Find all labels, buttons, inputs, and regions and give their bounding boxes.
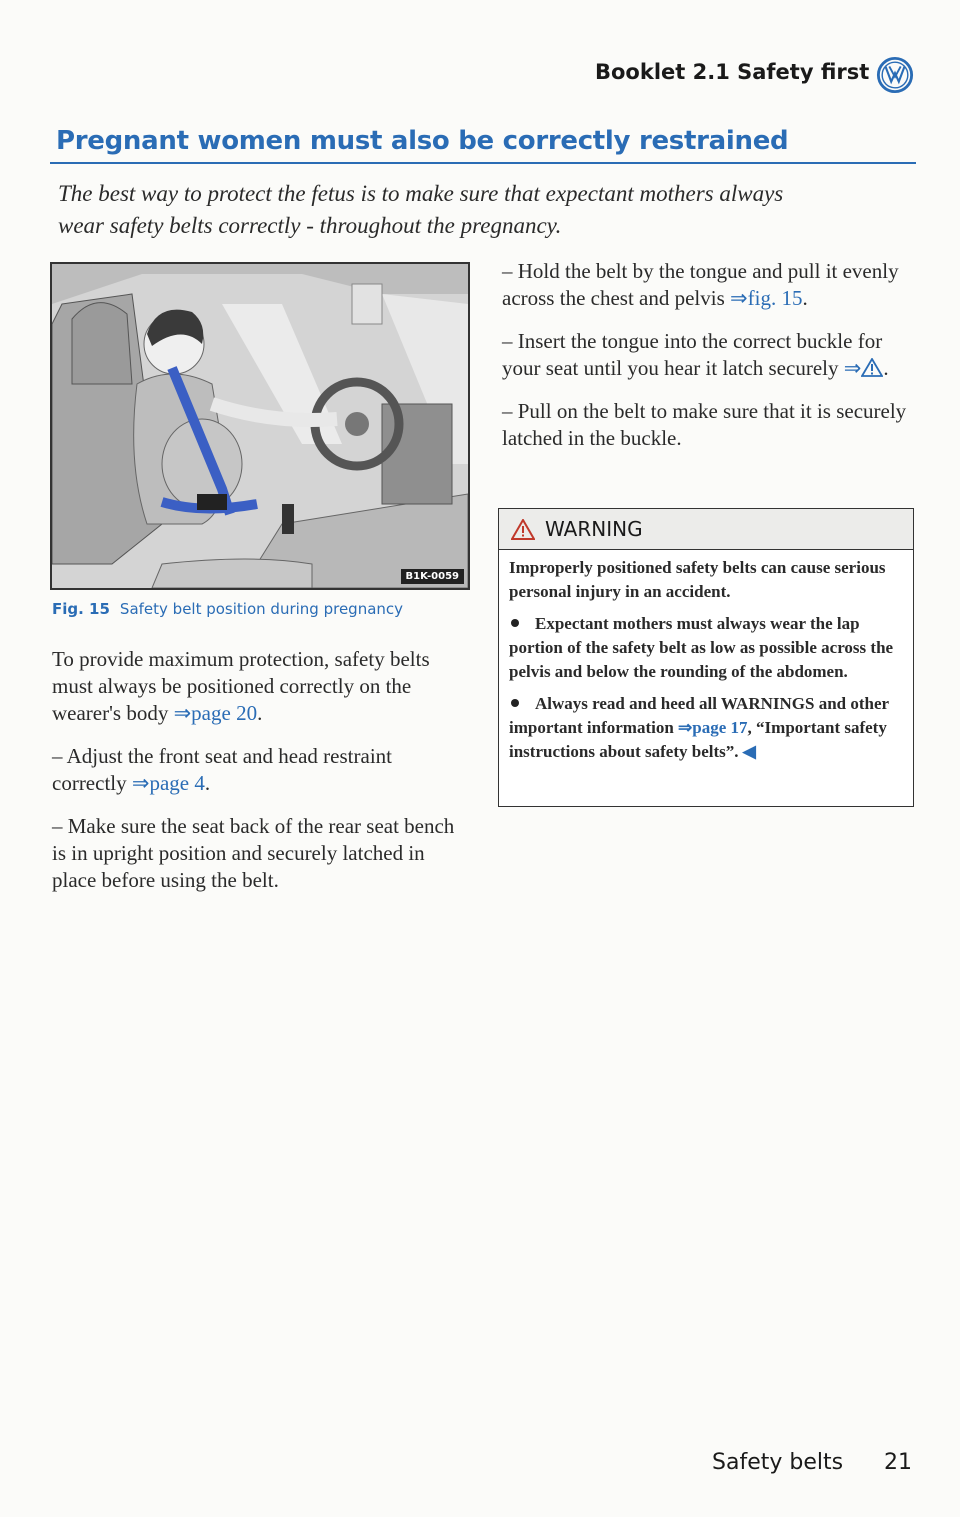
r2-end: . xyxy=(883,356,889,380)
left-column xyxy=(52,646,464,910)
figure-code: B1K-0059 xyxy=(401,569,464,584)
vw-logo-icon xyxy=(876,56,914,94)
page-number: 21 xyxy=(884,1450,912,1475)
footer-section-label: Safety belts xyxy=(712,1450,844,1475)
p1-text: To provide maximum protection, safety belts must always be positioned correctly on the wearer's body xyxy=(52,647,430,725)
figure-pregnant-seatbelt xyxy=(50,262,470,590)
warning-triangle-icon xyxy=(511,519,535,540)
warning-bullet-2 xyxy=(509,692,903,764)
step-hold-belt xyxy=(502,258,918,312)
step-rear-seat: – Make sure the seat back of the rear seat bench is in upright position and securely latched in place before using the belt. xyxy=(52,814,455,892)
bullet-icon xyxy=(511,699,519,707)
section-title: Pregnant women must also be correctly restrained xyxy=(56,126,789,156)
step-adjust-seat xyxy=(52,743,464,797)
warning-triangle-icon xyxy=(861,358,883,377)
link-fig-15[interactable]: ⇒fig. 15 xyxy=(730,286,803,310)
link-warning[interactable] xyxy=(844,356,884,380)
warning-bullet-2-text: Always read and heed all WARNINGS and other important information xyxy=(509,694,889,737)
step-insert-tongue xyxy=(502,328,918,382)
warning-bullet-2-end: , “Important safety instructions about safety belts”. xyxy=(509,718,887,761)
right-column xyxy=(502,258,918,468)
link-page-4[interactable]: ⇒page 4 xyxy=(131,771,205,795)
figure-caption-text: Safety belt position during pregnancy xyxy=(119,600,404,618)
title-divider xyxy=(50,162,916,164)
bullet-icon xyxy=(511,619,519,627)
warning-bullet-1 xyxy=(509,612,903,684)
warning-heading: WARNING xyxy=(545,517,643,541)
warning-body xyxy=(499,550,913,764)
warning-intro: Improperly positioned safety belts can cause serious personal injury in an accident. xyxy=(509,558,886,601)
figure-caption xyxy=(52,600,403,618)
link-warning-arrow: ⇒ xyxy=(843,356,862,380)
intro-line-1: The best way to protect the fetus is to make sure that expectant mothers always xyxy=(58,181,784,206)
warning-bullet-1-text: Expectant mothers must always wear the lap portion of the safety belt as low as possible across the pelvis and below the rounding of the abdomen. xyxy=(509,614,894,681)
figure-illustration xyxy=(52,264,468,588)
section-intro xyxy=(58,178,908,242)
p1-end: . xyxy=(257,701,263,725)
booklet-header: Booklet 2.1 Safety first xyxy=(595,60,870,84)
warning-header xyxy=(499,509,913,550)
figure-number: Fig. 15 xyxy=(52,600,110,618)
r2-text: – Insert the tongue into the correct buckle for your seat until you hear it latch securely xyxy=(502,329,883,380)
link-page-20[interactable]: ⇒page 20 xyxy=(173,701,258,725)
r1-text: – Hold the belt by the tongue and pull it evenly across the chest and pelvis xyxy=(502,259,899,310)
intro-line-2: wear safety belts correctly - throughout the pregnancy. xyxy=(58,213,562,238)
paragraph-protection xyxy=(52,646,464,727)
r1-end: . xyxy=(802,286,808,310)
warning-box xyxy=(498,508,914,807)
p2-text: – Adjust the front seat and head restraint correctly xyxy=(52,744,392,795)
end-of-section-icon: ◀ xyxy=(742,742,756,761)
link-page-17[interactable]: ⇒page 17 xyxy=(678,718,748,737)
p2-end: . xyxy=(204,771,211,795)
step-pull-belt: – Pull on the belt to make sure that it is securely latched in the buckle. xyxy=(502,399,907,450)
